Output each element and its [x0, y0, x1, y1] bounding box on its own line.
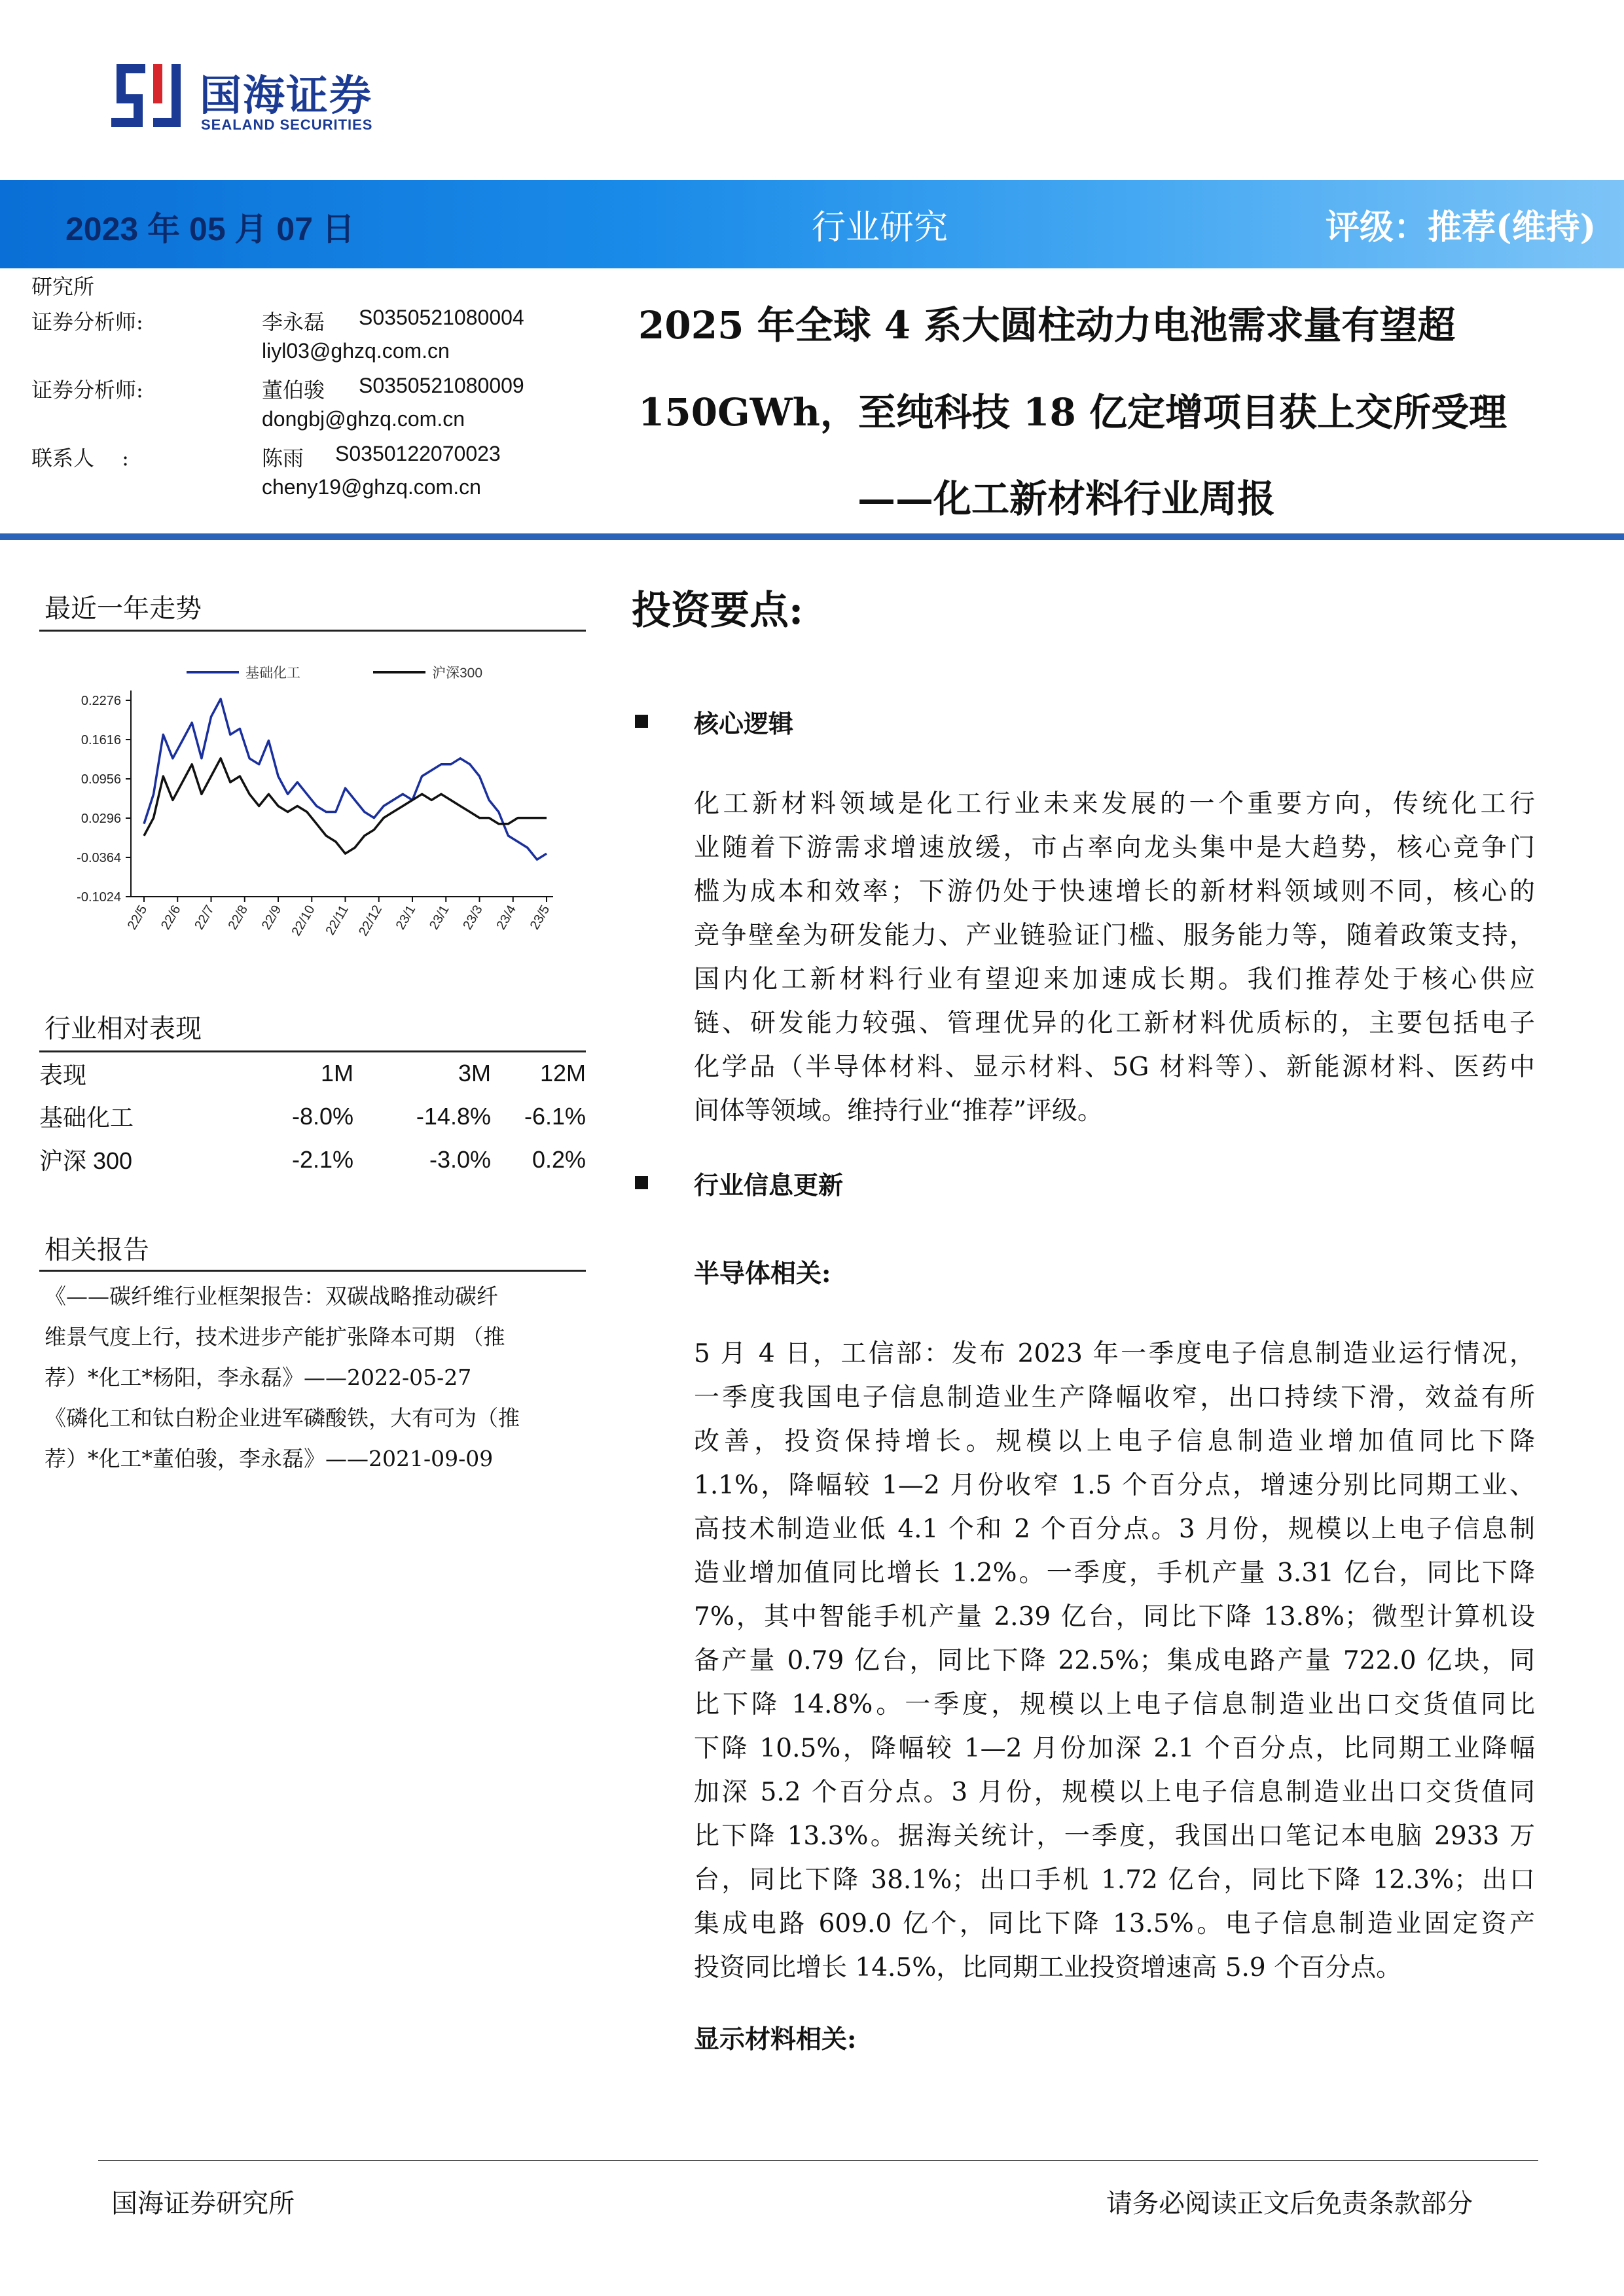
table-cell: 沪深 300 [39, 1147, 133, 1174]
paragraph-line: 国内化工新材料行业有望迎来加速成长期。我们推荐处于核心供应 [694, 965, 1535, 994]
paragraph-line: 集成电路 609.0 亿个，同比下降 13.5%。电子信息制造业固定资产 [694, 1909, 1535, 1939]
paragraph-line: 投资同比增长 14.5%，比同期工业投资增速高 5.9 个百分点。 [694, 1953, 1402, 1982]
x-tick-label: 22/5 [124, 903, 151, 933]
report-date: 2023 年 05 月 07 日 [65, 211, 355, 247]
x-tick-label: 23/1 [393, 903, 419, 933]
paragraph-line: 间体等领域。维持行业“推荐”评级。 [694, 1096, 1103, 1126]
x-tick-label: 22/6 [158, 903, 184, 933]
bullet-square-icon [635, 715, 648, 728]
analyst-name: 李永磊 [262, 310, 325, 334]
column-header: 12M [491, 1052, 586, 1095]
series-line-0 [144, 699, 547, 860]
trend-chart [39, 648, 589, 969]
paragraph-line: 槛为成本和效率；下游仍处于快速增长的新材料领域则不同，核心的 [694, 877, 1535, 906]
x-tick-label: 23/5 [527, 903, 553, 933]
report-link-line[interactable]: 《磷化工和钛白粉企业进军磷酸铁，大有可为（推 [45, 1405, 520, 1431]
divider [39, 630, 586, 632]
paragraph-line: 台，同比下降 38.1%；出口手机 1.72 亿台，同比下降 12.3%；出口 [694, 1865, 1535, 1895]
bullet-square-icon [635, 1176, 648, 1189]
x-tick-label: 22/11 [323, 903, 352, 938]
y-tick-label: 0.2276 [81, 694, 121, 708]
paragraph-line: 下降 10.5%，降幅较 1—2 月份加深 2.1 个百分点，比同期工业降幅 [694, 1734, 1535, 1763]
report-type: 行业研究 [812, 208, 948, 247]
report-link-line[interactable]: 维景气度上行，技术进步产能扩张降本可期 （推 [45, 1324, 505, 1350]
key-points-title: 投资要点: [632, 588, 804, 634]
paragraph-line: 造业增加值同比增长 1.2%。一季度，手机产量 3.31 亿台，同比下降 [694, 1558, 1535, 1588]
x-tick-label: 22/9 [259, 903, 285, 933]
footer-disclaimer: 请务必阅读正文后免责条款部分 [1106, 2189, 1473, 2219]
x-tick-label: 23/4 [494, 903, 520, 933]
table-cell: -3.0% [429, 1145, 491, 1173]
paragraph-line: 高技术制造业低 4.1 个和 2 个百分点。3 月份，规模以上电子信息制 [694, 1515, 1535, 1544]
semiconductor-heading: 半导体相关: [694, 1259, 831, 1289]
analyst-email[interactable]: dongbj@ghzq.com.cn [262, 407, 465, 431]
report-title-line2: 150GWh，至纯科技 18 亿定增项目获上交所受理 [638, 390, 1507, 435]
paragraph-line: 改善，投资保持增长。规模以上电子信息制造业增加值同比下降 [694, 1427, 1535, 1456]
sealand-logo-icon [111, 59, 190, 131]
report-subtitle: ——化工新材料行业周报 [857, 476, 1276, 521]
footer-rule [98, 2160, 1538, 2161]
table-cell: -14.8% [416, 1102, 491, 1130]
logo-text-en: SEALAND SECURITIES [201, 117, 373, 133]
y-tick-label: 0.1616 [81, 733, 121, 747]
column-header: 表现 [39, 1052, 209, 1095]
legend-label: 沪深300 [432, 666, 483, 681]
table-cell: -2.1% [291, 1145, 353, 1173]
paragraph-line: 一季度我国电子信息制造业生产降幅收窄，出口持续下滑，效益有所 [694, 1383, 1535, 1412]
analyst-id: S0350521080004 [359, 306, 524, 329]
industry-update-heading: 行业信息更新 [694, 1170, 844, 1200]
paragraph-line: 比下降 14.8%。一季度，规模以上电子信息制造业出口交货值同比 [694, 1690, 1535, 1719]
report-title-line1: 2025 年全球 4 系大圆柱动力电池需求量有望超 [638, 303, 1456, 348]
table-cell: 基础化工 [39, 1105, 134, 1132]
y-tick-label: 0.0296 [81, 812, 121, 826]
paragraph-line: 5 月 4 日，工信部：发布 2023 年一季度电子信息制造业运行情况， [694, 1339, 1535, 1369]
table-cell: -8.0% [291, 1102, 353, 1130]
paragraph-line: 链、研发能力较强、管理优异的化工新材料优质标的，主要包括电子 [694, 1009, 1535, 1038]
y-tick-label: -0.1024 [77, 890, 121, 905]
column-header: 3M [353, 1052, 491, 1095]
paragraph-line: 业随着下游需求增速放缓，市占率向龙头集中是大趋势，核心竞争门 [694, 833, 1535, 863]
analyst-label: 证券分析师: [31, 378, 143, 403]
analyst-label: 证券分析师: [31, 310, 143, 334]
header-rule [0, 533, 1624, 540]
table-header-row [39, 1052, 586, 1095]
core-logic-heading: 核心逻辑 [694, 709, 794, 738]
column-header: 1M [209, 1052, 353, 1095]
paragraph-line: 化工新材料领域是化工行业未来发展的一个重要方向，传统化工行 [694, 789, 1535, 819]
contact-name: 陈雨 [262, 446, 304, 471]
table-row [39, 1095, 586, 1138]
table-cell: -6.1% [524, 1102, 586, 1130]
x-tick-label: 22/12 [355, 903, 386, 939]
divider [39, 1270, 586, 1272]
contact-email[interactable]: cheny19@ghzq.com.cn [262, 475, 481, 499]
report-link-line[interactable]: 《——碳纤维行业框架报告：双碳战略推动碳纤 [45, 1283, 498, 1309]
institute-label: 研究所 [31, 274, 95, 299]
report-link-line[interactable]: 荐）*化工*杨阳，李永磊》——2022-05-27 [45, 1365, 472, 1390]
contact-id: S0350122070023 [335, 442, 501, 465]
paragraph-line: 竞争壁垒为研发能力、产业链验证门槛、服务能力等，随着政策支持， [694, 921, 1535, 950]
analyst-name: 董伯骏 [262, 378, 325, 403]
report-link-line[interactable]: 荐）*化工*董伯骏，李永磊》——2021-09-09 [45, 1446, 494, 1471]
reports-heading: 相关报告 [45, 1235, 149, 1265]
y-tick-label: -0.0364 [77, 851, 121, 865]
analyst-id: S0350521080009 [359, 374, 524, 397]
table-cell: 0.2% [532, 1145, 586, 1173]
table-row [39, 1138, 586, 1181]
semiconductor-paragraph [694, 1332, 1535, 1990]
performance-heading: 行业相对表现 [45, 1014, 202, 1044]
performance-table [39, 1050, 586, 1181]
x-tick-label: 23/3 [460, 903, 486, 933]
core-logic-paragraph [694, 782, 1535, 1133]
y-tick-label: 0.0956 [81, 772, 121, 787]
trend-heading: 最近一年走势 [45, 594, 202, 624]
display-heading: 显示材料相关: [694, 2024, 857, 2054]
series-line-1 [144, 759, 547, 854]
footer-institute: 国海证券研究所 [111, 2189, 295, 2219]
x-tick-label: 23/1 [427, 903, 452, 933]
report-rating: 评级：推荐(维持) [1326, 207, 1597, 247]
paragraph-line: 比下降 13.3%。据海关统计，一季度，我国出口笔记本电脑 2933 万 [694, 1821, 1535, 1851]
paragraph-line: 7%，其中智能手机产量 2.39 亿台，同比下降 13.8%；微型计算机设 [694, 1602, 1535, 1632]
paragraph-line: 1.1%，降幅较 1—2 月份收窄 1.5 个百分点，增速分别比同期工业、 [694, 1471, 1535, 1500]
x-tick-label: 22/8 [225, 903, 251, 933]
x-tick-label: 22/7 [192, 903, 217, 933]
legend-label: 基础化工 [245, 666, 300, 681]
logo-text-cn: 国海证券 [200, 72, 372, 119]
paragraph-line: 化学品（半导体材料、显示材料、5G 材料等）、新能源材料、医药中 [694, 1052, 1535, 1082]
paragraph-line: 加深 5.2 个百分点。3 月份，规模以上电子信息制造业出口交货值同 [694, 1778, 1535, 1807]
analyst-email[interactable]: liyl03@ghzq.com.cn [262, 339, 450, 363]
paragraph-line: 备产量 0.79 亿台，同比下降 22.5%；集成电路产量 722.0 亿块，同 [694, 1646, 1535, 1676]
x-tick-label: 22/10 [289, 903, 318, 939]
contact-label: 联系人 : [31, 446, 129, 471]
